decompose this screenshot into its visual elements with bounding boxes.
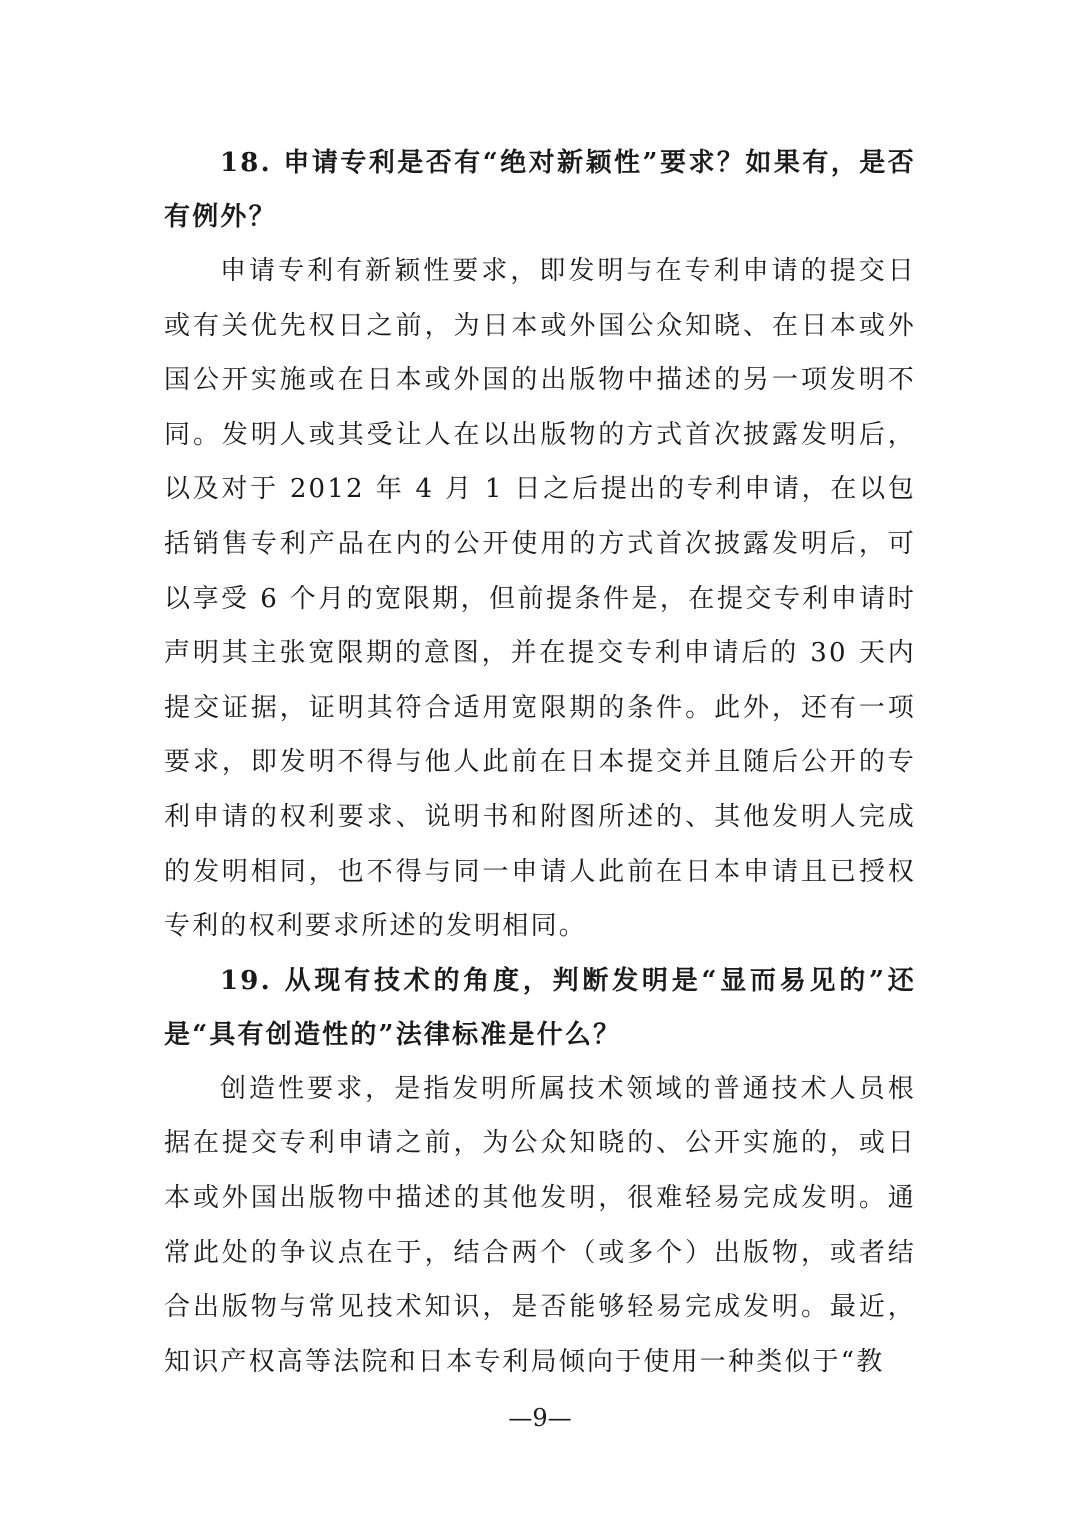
- answer-18-paragraph: 申请专利有新颖性要求，即发明与在专利申请的提交日或有关优先权日之前，为日本或外国公众知晓、在日本或外国公开实施或在日本或外国的出版物中描述的另一项发明不同。发明人或其受让人在以出版物的方式首次披露发明后，以及对于 2012 年 4 月 1 日之后提出的专利申请，在以包括销售专利产品在内的公开使用的方式首次披露发明后，可以享受 6 个月的宽限期，但前提条件是，在提交专利申请时声明其主张宽限期的意图，并在提交专利申请后的 30 天内提交证据，证明其符合适用宽限期的条件。此外，还有一项要求，即发明不得与他人此前在日本提交并且随后公开的专利申请的权利要求、说明书和附图所述的、其他发明人完成的发明相同，也不得与同一申请人此前在日本申请且已授权专利的权利要求所述的发明相同。: [164, 256, 916, 942]
- question-19-heading: 19. 从现有技术的角度，判断发明是“显而易见的”还是“具有创造性的”法律标准是什么？: [164, 965, 916, 1050]
- document-page: [164, 136, 916, 1389]
- page-number: —9—: [508, 1404, 572, 1432]
- question-18-heading: 18. 申请专利是否有“绝对新颖性”要求？如果有，是否有例外？: [164, 148, 916, 232]
- answer-19-paragraph: 创造性要求，是指发明所属技术领域的普通技术人员根据在提交专利申请之前，为公众知晓的、公开实施的，或日本或外国出版物中描述的其他发明，很难轻易完成发明。通常此处的争议点在于，结合两个（或多个）出版物，或者结合出版物与常见技术知识，是否能够轻易完成发明。最近，知识产权高等法院和日本专利局倾向于使用一种类似于“教: [164, 1073, 916, 1377]
